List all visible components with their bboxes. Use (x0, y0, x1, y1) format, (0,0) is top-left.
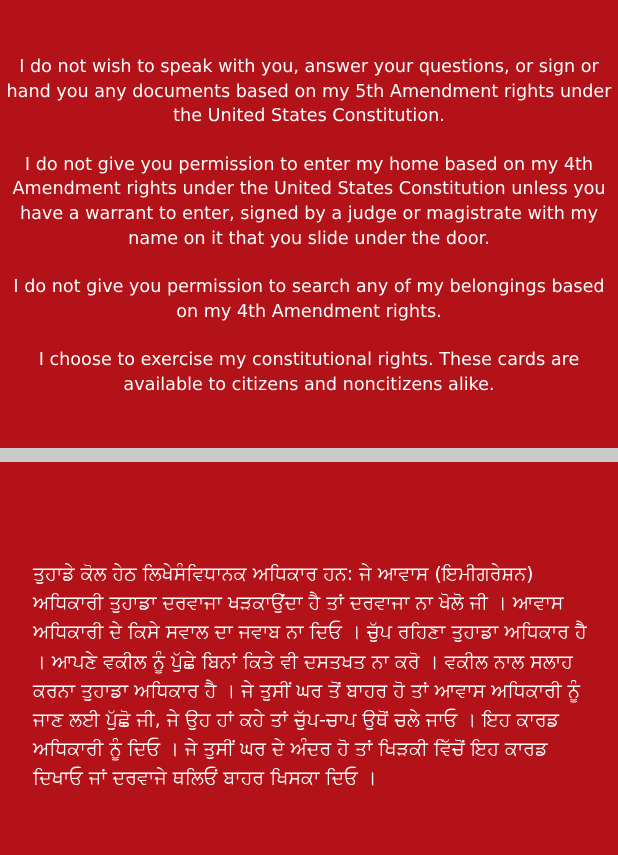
fourth-amendment-search-paragraph: I do not give you permission to search any of my belongings based on my 4th Amendment rights. (13, 277, 605, 322)
fourth-amendment-home-paragraph: I do not give you permission to enter my home based on my 4th Amendment rights under the United States Constitution unless you have a warrant to enter, signed by a judge or magistrate with my name on it that you slide under the door. (12, 154, 606, 249)
card-divider (0, 448, 618, 462)
punjabi-rights-card (0, 462, 618, 855)
fifth-amendment-paragraph: I do not wish to speak with you, answer your questions, or sign or hand you any documents based on my 5th Amendment rights under the United States Constitution. (6, 57, 612, 127)
punjabi-rights-paragraph: ਤੁਹਾਡੇ ਕੋਲ ਹੇਠ ਲਿਖੇਸੰਵਿਧਾਨਕ ਅਧਿਕਾਰ ਹਨ: ਜੇ ਆਵਾਸ (ਇਮੀਗਰੇਸ਼ਨ) ਅਧਿਕਾਰੀ ਤੁਹਾਡਾ ਦਰਵਾਜਾ ਖੜਕਾਉਂਦਾ ਹੈ ਤਾਂ ਦਰਵਾਜਾ ਨਾ ਖੋਲੋ ਜੀ । ਆਵਾਸ ਅਧਿਕਾਰੀ ਦੇ ਕਿਸੇ ਸਵਾਲ ਦਾ ਜਵਾਬ ਨਾ ਦਿਓ । ਚੁੱਪ ਰਹਿਣਾ ਤੁਹਾਡਾ ਅਧਿਕਾਰ ਹੈ । ਆਪਣੇ ਵਕੀਲ ਨੂੰ ਪੁੱਛੇ ਬਿਨਾਂ ਕਿਤੇ ਵੀ ਦਸਤਖਤ ਨਾ ਕਰੋ । ਵਕੀਲ ਨਾਲ ਸਲਾਹ ਕਰਨਾ ਤੁਹਾਡਾ ਅਧਿਕਾਰ ਹੈ । ਜੇ ਤੁਸੀਂ ਘਰ ਤੋਂ ਬਾਹਰ ਹੋ ਤਾਂ ਆਵਾਸ ਅਧਿਕਾਰੀ ਨੂੰ ਜਾਣ ਲਈ ਪੁੱਛੋ ਜੀ, ਜੇ ਉਹ ਹਾਂ ਕਹੇ ਤਾਂ ਚੁੱਪ-ਚਾਪ ਉਥੋਂ ਚਲੇ ਜਾਓ । ਇਹ ਕਾਰਡ ਅਧਿਕਾਰੀ ਨੂੰ ਦਿਓ । ਜੇ ਤੁਸੀਂ ਘਰ ਦੇ ਅੰਦਰ ਹੋ ਤਾਂ ਖਿੜਕੀ ਵਿੱਚੋਂ ਇਹ ਕਾਰਡ ਦਿਖਾਓ ਜਾਂ ਦਰਵਾਜੇ ਥਲਿਓਂ ਬਾਹਰ ਖਿਸਕਾ ਦਿਓ । (33, 563, 587, 790)
exercise-rights-paragraph: I choose to exercise my constitutional rights. These cards are available to citizens and noncitizens alike. (38, 350, 580, 395)
